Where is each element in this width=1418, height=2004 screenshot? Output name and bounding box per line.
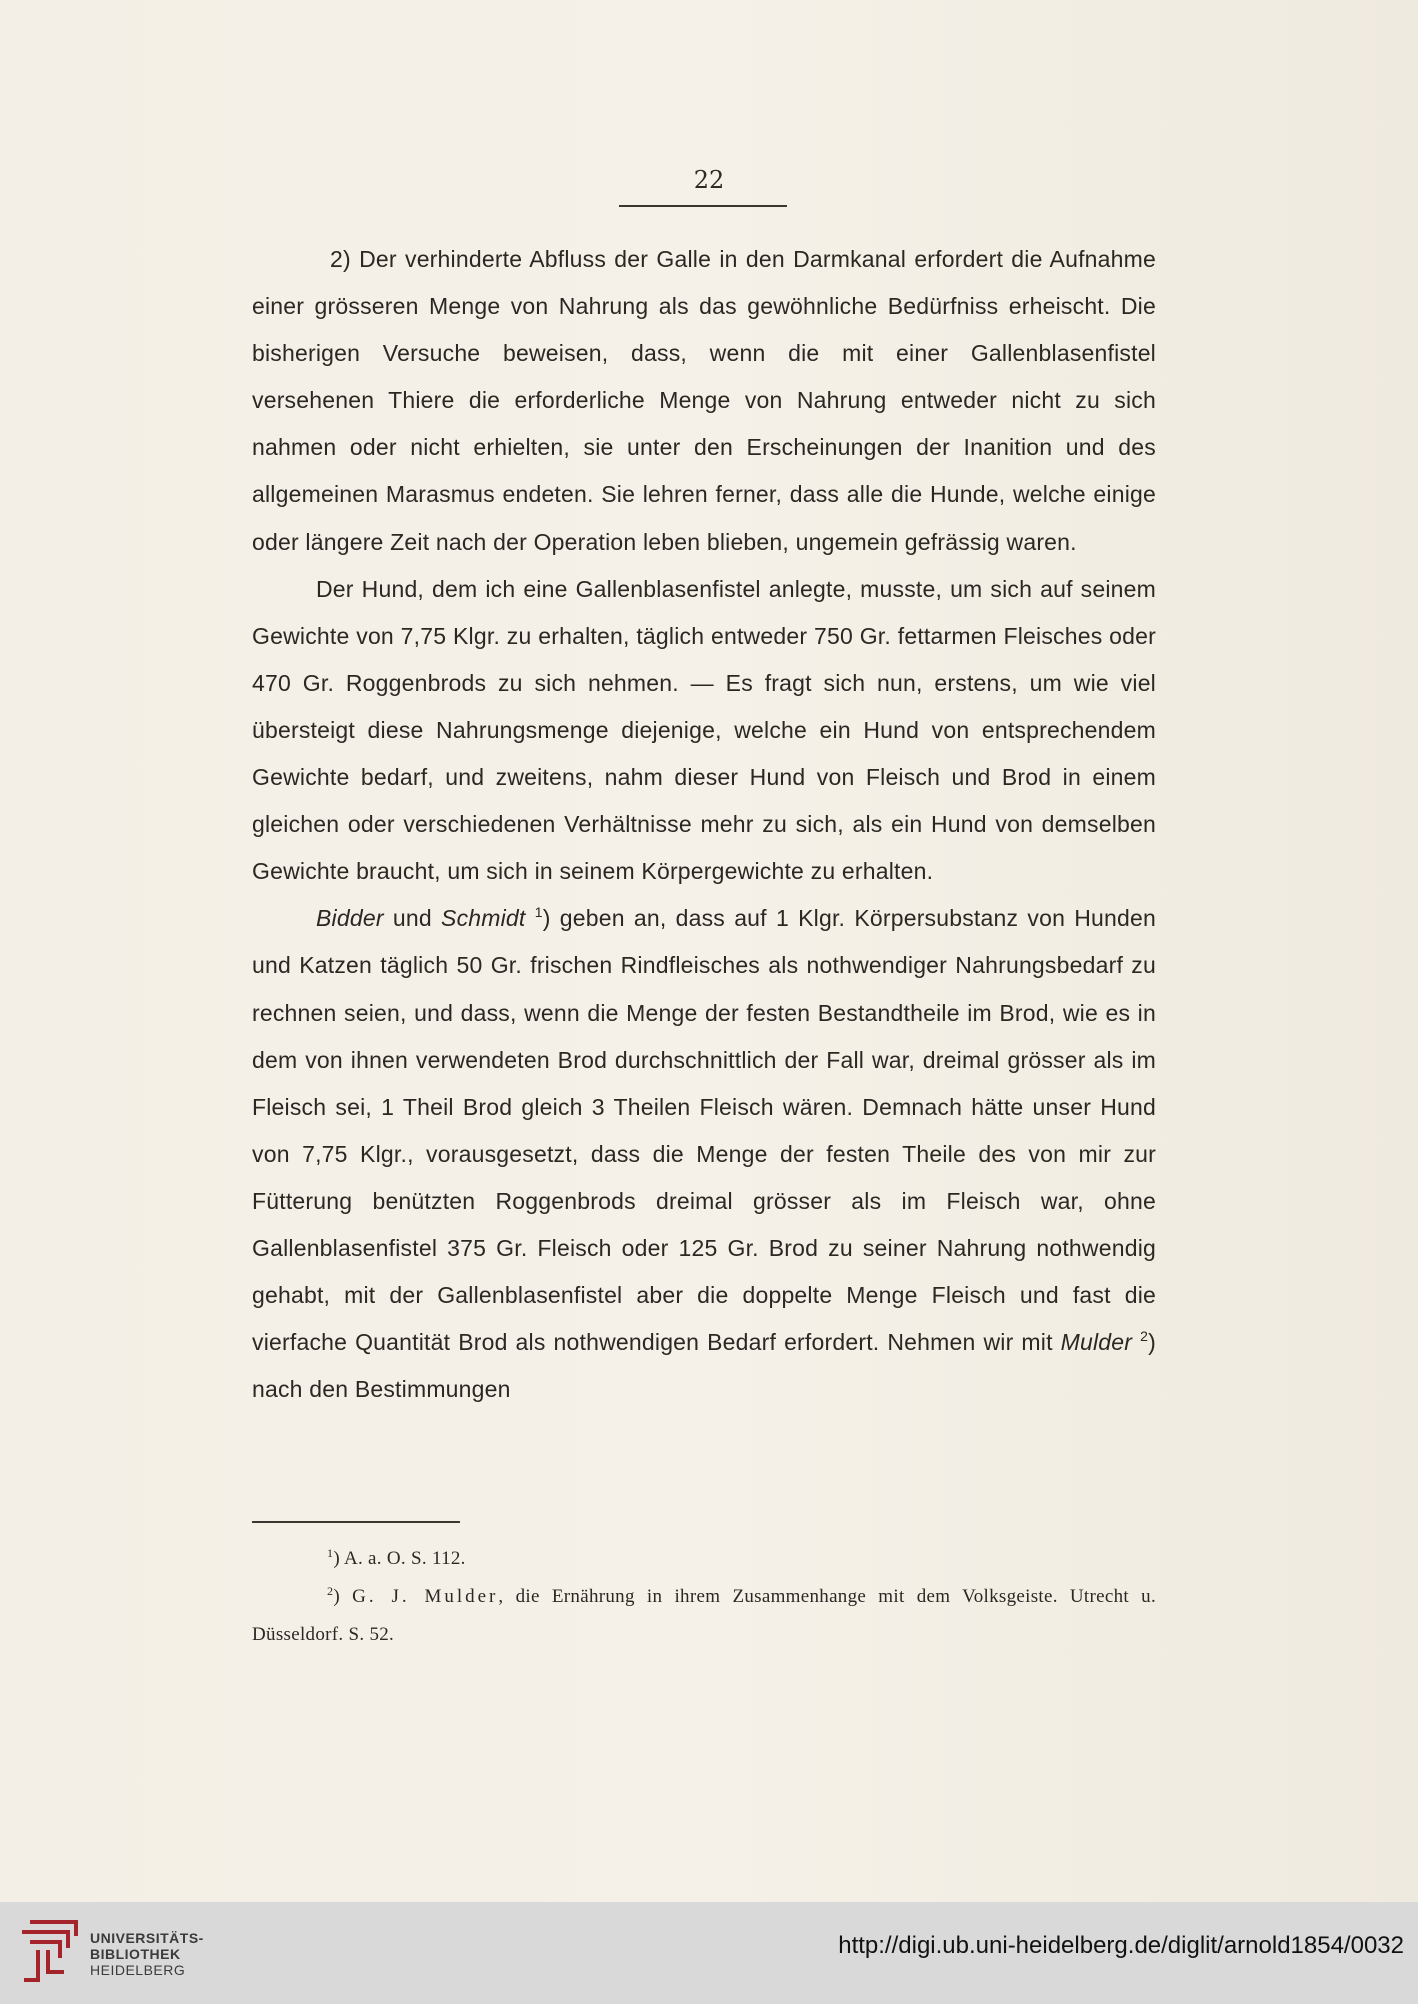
footnote-1-text: ) A. a. O. S. 112.: [333, 1548, 466, 1569]
library-logo-icon: [18, 1916, 82, 1986]
paragraph-3-text: ) geben an, dass auf 1 Klgr. Körpersubstanz von Hunden und Katzen täglich 50 Gr. frischen Rindfleisches als nothwendiger Nahrungsbedarf zu rechnen seien, und dass, wenn die Menge der festen Bestandtheile im Brod, wie es in dem von ihnen verwendeten Brod durchschnittlich der Fall war, dreimal grösser als im Fleisch sei, 1 Theil Brod gleich 3 Theilen Fleisch wären. Demnach hätte unser Hund von 7,75 Klgr., vorausgesetzt, dass die Menge der festen Theile des von mir zur Fütterung benützten Roggenbrods dreimal grösser als im Fleisch war, ohne Gallenblasenfistel 375 Gr. Fleisch oder 125 Gr. Brod zu seiner Nahrung nothwendig gehabt, mit der Gallenblasenfistel aber die doppelte Menge Fleisch und fast die vierfache Quantität Brod als nothwendigen Bedarf erfordert. Nehmen wir mit: [252, 905, 1157, 1356]
footnote-2-text: , die Ernährung in ihrem Zusammenhange mit dem Volksgeiste. Utrecht u. Düsseldorf. S. 52.: [252, 1586, 1156, 1645]
author-mulder: Mulder: [1060, 1329, 1133, 1356]
footnote-ref-2: 2: [1140, 1328, 1149, 1345]
footnote-ref-1: 1: [534, 904, 543, 921]
footnote-rule: [252, 1521, 460, 1523]
library-name-line-1: UNIVERSITÄTS-: [90, 1930, 204, 1946]
author-schmidt: Schmidt: [441, 905, 526, 932]
library-name: [90, 1930, 204, 1978]
author-bidder: Bidder: [316, 905, 384, 932]
paragraph-1: 2) Der verhinderte Abfluss der Galle in den Darmkanal erfordert die Aufnahme einer grösseren Menge von Nahrung als das gewöhnliche Bedürfniss erheischt. Die bisherigen Versuche beweisen, dass, wenn die mit einer Gallenblasenfistel versehenen Thiere die erforderliche Menge von Nahrung entweder nicht zu sich nahmen oder nicht erhielten, sie unter den Erscheinungen der Inanition und des allgemeinen Marasmus endeten. Sie lehren ferner, dass alle die Hunde, welche einige oder längere Zeit nach der Operation leben blieben, ungemein gefrässig waren.: [252, 246, 1156, 555]
body-text: [252, 236, 1156, 1413]
permalink-url[interactable]: http://digi.ub.uni-heidelberg.de/diglit/arnold1854/0032: [838, 1932, 1404, 1959]
footnotes: [252, 1540, 1156, 1654]
paragraph-3: [252, 895, 1156, 1413]
footnote-2-author: G. J. Mulder: [352, 1586, 499, 1607]
paragraph-2: Der Hund, dem ich eine Gallenblasenfistel anlegte, musste, um sich auf seinem Gewichte von 7,75 Klgr. zu erhalten, täglich entweder 750 Gr. fettarmen Fleisches oder 470 Gr. Roggenbrods zu sich nehmen. — Es fragt sich nun, erstens, um wie viel übersteigt diese Nahrungsmenge diejenige, welche ein Hund von entsprechendem Gewichte bedarf, und zweitens, nahm dieser Hund von Fleisch und Brod in einem gleichen oder verschiedenen Verhältnisse mehr zu sich, als ein Hund von demselben Gewichte braucht, um sich in seinem Körpergewichte zu erhalten.: [252, 575, 1156, 885]
page-number-rule: [619, 205, 787, 207]
author-connector: und: [383, 905, 442, 932]
footnote-mark-1: 1: [327, 1546, 334, 1560]
paragraph-3-tail: ) nach den Bestimmungen: [252, 1329, 1156, 1403]
library-name-line-2: BIBLIOTHEK: [90, 1946, 181, 1962]
footnote-mark-2: 2: [327, 1584, 334, 1598]
library-name-line-3: HEIDELBERG: [90, 1962, 186, 1978]
footnote-1: [252, 1540, 1156, 1578]
viewer-footer-bar: [0, 1902, 1418, 2004]
page-number: 22: [693, 166, 725, 194]
footnote-2: $^2$) G. J. Mulder, die Ernährung in ihrem Zusammenhange mit dem Volksgeiste. Utrecht u. Düsseldorf. S. 52.: [252, 1584, 1156, 1645]
